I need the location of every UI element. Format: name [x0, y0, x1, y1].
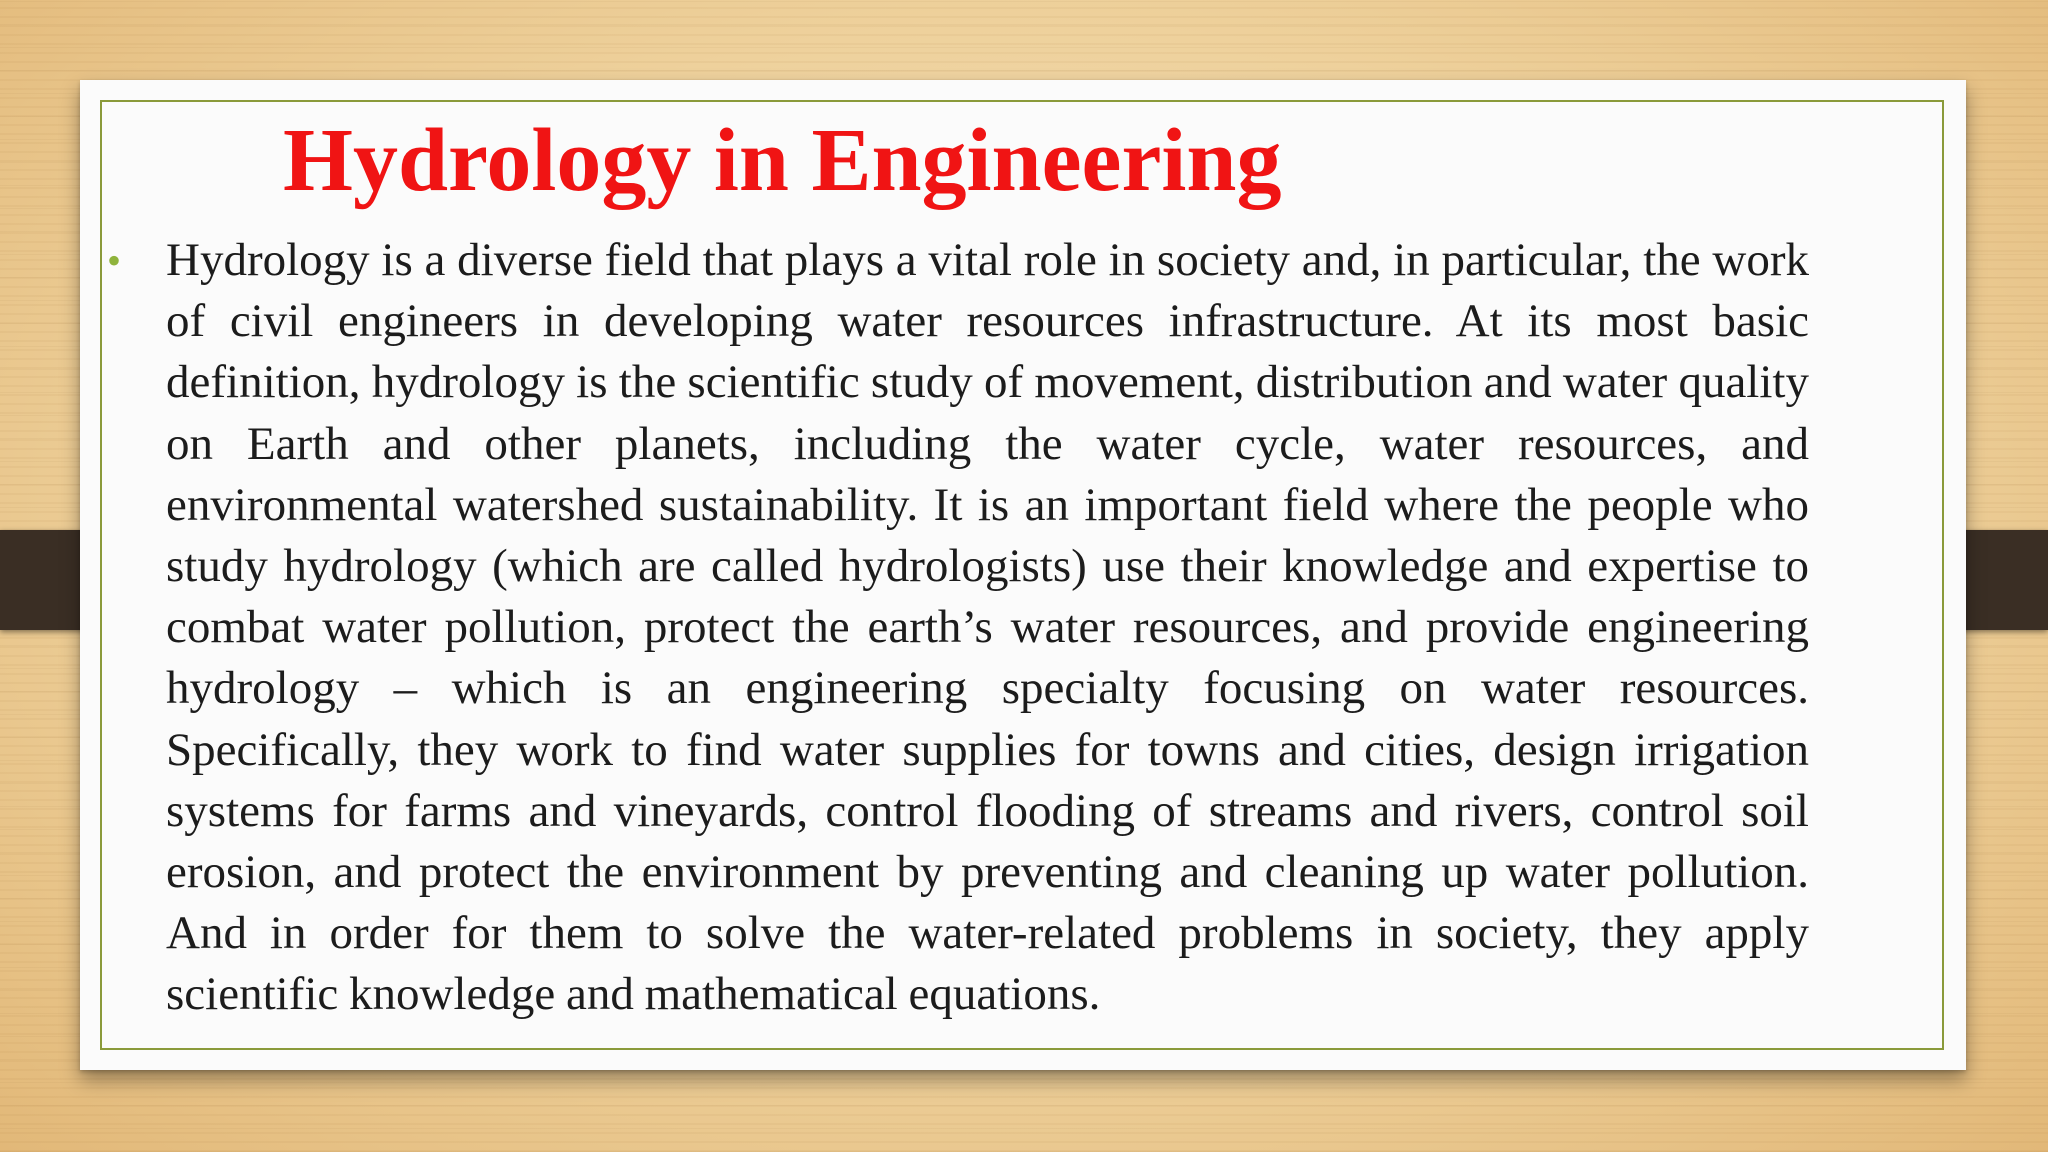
bullet-marker: •	[107, 238, 122, 283]
slide-title: Hydrology in Engineering	[283, 111, 1282, 210]
slide-body-paragraph: Hydrology is a diverse field that plays a vital role in society and, in particular, the work of civil engineers in developing water resources infrastructure. At its most basic definition, hydrology is the scientific study of movement, distribution and water quality on Earth and other planets, including the water cycle, water resources, and environmental watershed sustainability. It is an important field where the people who study hydrology (which are called hydrologists) use their knowledge and expertise to combat water pollution, protect the earth’s water resources, and provide engineering hydrology – which is an engineering specialty focusing on water resources. Specifically, they work to find water supplies for towns and cities, design irrigation systems for farms and vineyards, control flooding of streams and rivers, control soil erosion, and protect the environment by preventing and cleaning up water pollution. And in order for them to solve the water-related problems in society, they apply scientific knowledge and mathematical equations.	[166, 234, 1809, 1021]
